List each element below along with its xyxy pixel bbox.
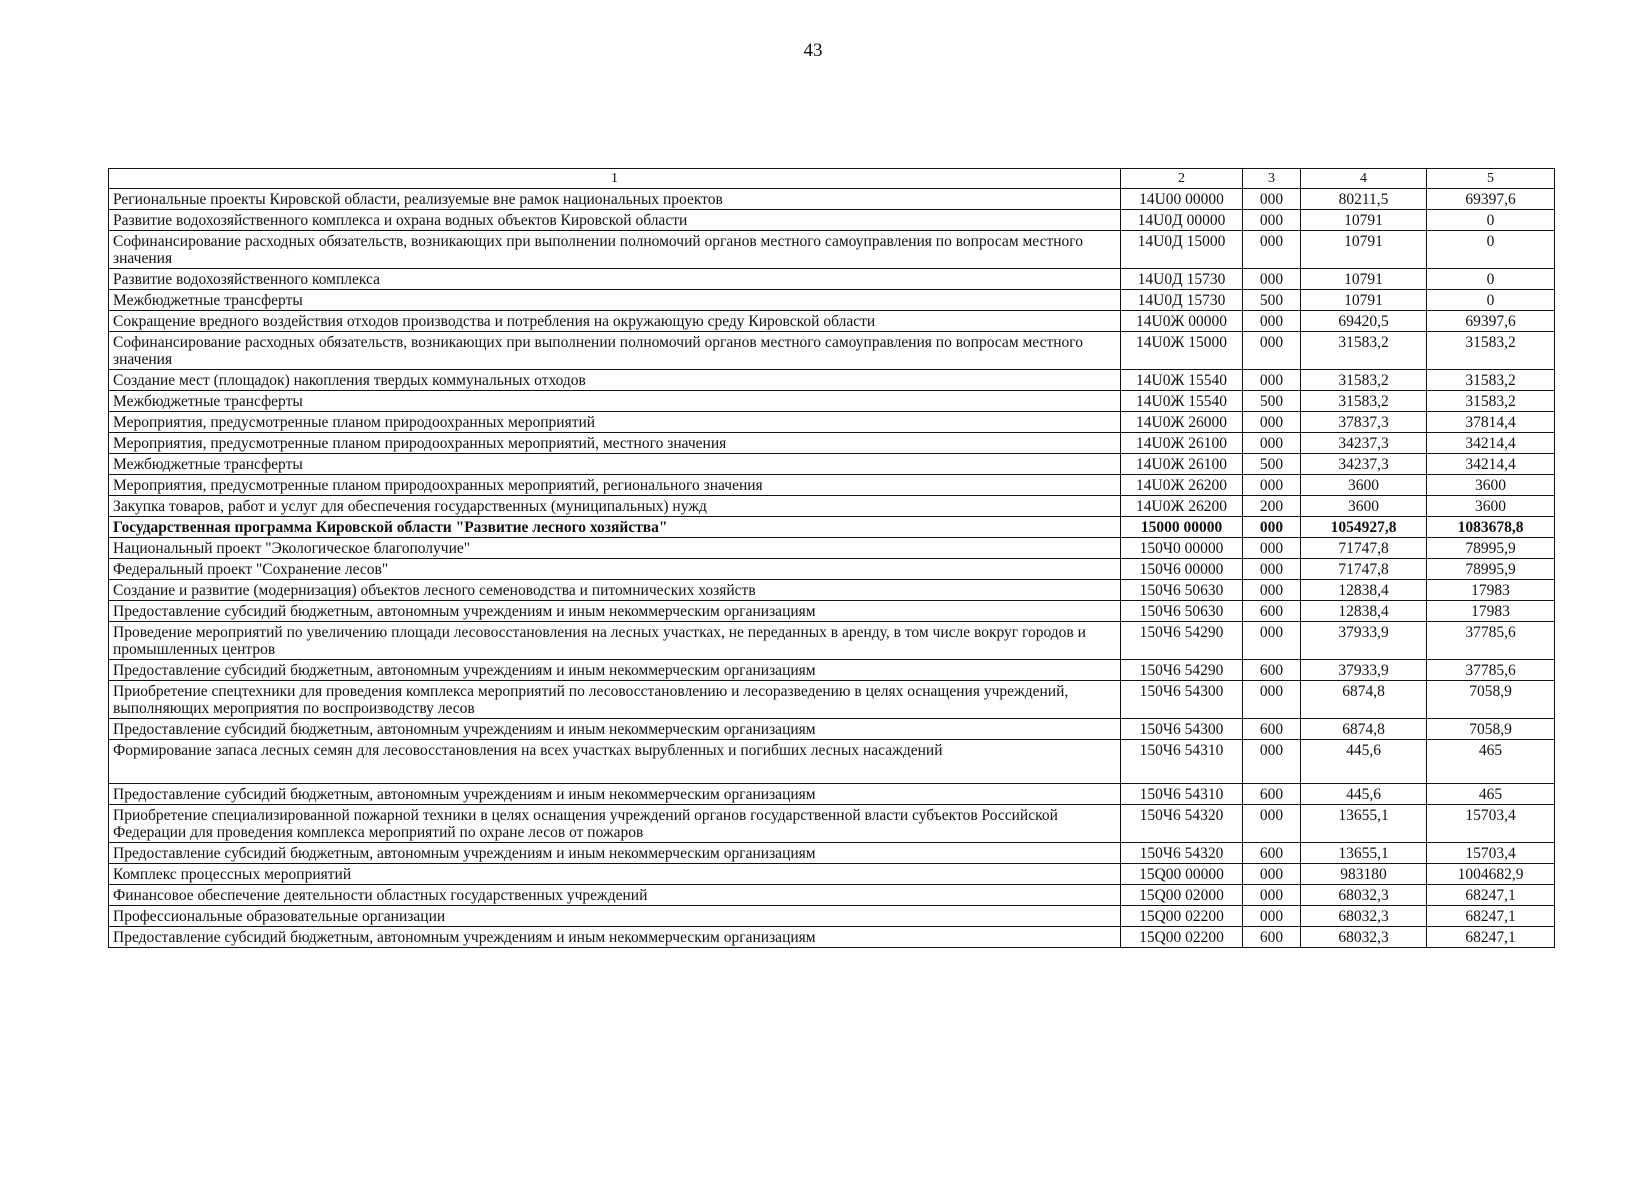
amount-col4-cell: 13655,1 (1301, 805, 1427, 843)
item-name-cell: Мероприятия, предусмотренные планом природоохранных мероприятий (109, 412, 1121, 433)
item-name-cell: Предоставление субсидий бюджетным, автономным учреждениям и иным некоммерческим организациям (109, 927, 1121, 948)
table-header-row (109, 169, 1555, 189)
table-row (109, 332, 1555, 370)
budget-code-cell: 150Ч6 54300 (1121, 719, 1243, 740)
table-row (109, 370, 1555, 391)
budget-code-cell: 150Ч6 50630 (1121, 580, 1243, 601)
table-row (109, 517, 1555, 538)
item-name-cell: Создание и развитие (модернизация) объектов лесного семеноводства и питомнических хозяйств (109, 580, 1121, 601)
amount-col5-cell: 34214,4 (1427, 433, 1555, 454)
amount-col4-cell: 983180 (1301, 864, 1427, 885)
budget-code-cell: 150Ч6 54290 (1121, 622, 1243, 660)
budget-code-cell: 150Ч6 54320 (1121, 843, 1243, 864)
amount-col5-cell: 31583,2 (1427, 391, 1555, 412)
table-row (109, 660, 1555, 681)
item-name-cell: Сокращение вредного воздействия отходов производства и потребления на окружающую среду Кировской области (109, 311, 1121, 332)
budget-code-cell: 150Ч6 54320 (1121, 805, 1243, 843)
expense-type-cell: 000 (1243, 412, 1301, 433)
table-row (109, 805, 1555, 843)
table-row (109, 681, 1555, 719)
item-name-cell: Формирование запаса лесных семян для лесовосстановления на всех участках вырубленных и погибших лесных насаждений (109, 740, 1121, 784)
budget-code-cell: 14U0Ж 26200 (1121, 496, 1243, 517)
expense-type-cell: 000 (1243, 370, 1301, 391)
table-row (109, 538, 1555, 559)
expense-type-cell: 000 (1243, 580, 1301, 601)
expense-type-cell: 000 (1243, 231, 1301, 269)
item-name-cell: Профессиональные образовательные организации (109, 906, 1121, 927)
amount-col4-cell: 34237,3 (1301, 433, 1427, 454)
amount-col5-cell: 465 (1427, 740, 1555, 784)
amount-col5-cell: 68247,1 (1427, 927, 1555, 948)
amount-col4-cell: 68032,3 (1301, 906, 1427, 927)
amount-col5-cell: 7058,9 (1427, 719, 1555, 740)
header-col-3: 3 (1243, 169, 1301, 189)
amount-col5-cell: 69397,6 (1427, 189, 1555, 210)
amount-col4-cell: 37933,9 (1301, 660, 1427, 681)
amount-col4-cell: 10791 (1301, 231, 1427, 269)
item-name-cell: Национальный проект "Экологическое благополучие" (109, 538, 1121, 559)
budget-code-cell: 15Q00 02200 (1121, 906, 1243, 927)
header-col-5: 5 (1427, 169, 1555, 189)
item-name-cell: Комплекс процессных мероприятий (109, 864, 1121, 885)
item-name-cell: Межбюджетные трансферты (109, 391, 1121, 412)
amount-col5-cell: 1083678,8 (1427, 517, 1555, 538)
amount-col5-cell: 15703,4 (1427, 805, 1555, 843)
expense-type-cell: 000 (1243, 189, 1301, 210)
table-row (109, 210, 1555, 231)
table-row (109, 927, 1555, 948)
budget-code-cell: 15000 00000 (1121, 517, 1243, 538)
expense-type-cell: 000 (1243, 681, 1301, 719)
budget-code-cell: 14U0Ж 00000 (1121, 311, 1243, 332)
amount-col5-cell: 31583,2 (1427, 332, 1555, 370)
amount-col4-cell: 12838,4 (1301, 601, 1427, 622)
table-row (109, 475, 1555, 496)
amount-col5-cell: 0 (1427, 290, 1555, 311)
table-row (109, 843, 1555, 864)
table-row (109, 269, 1555, 290)
budget-code-cell: 15Q00 02000 (1121, 885, 1243, 906)
amount-col4-cell: 31583,2 (1301, 391, 1427, 412)
amount-col5-cell: 37814,4 (1427, 412, 1555, 433)
table-row (109, 906, 1555, 927)
budget-code-cell: 14U0Ж 15540 (1121, 391, 1243, 412)
amount-col5-cell: 1004682,9 (1427, 864, 1555, 885)
header-col-4: 4 (1301, 169, 1427, 189)
table-row (109, 719, 1555, 740)
item-name-cell: Межбюджетные трансферты (109, 290, 1121, 311)
budget-code-cell: 14U0Ж 15540 (1121, 370, 1243, 391)
item-name-cell: Государственная программа Кировской области "Развитие лесного хозяйства" (109, 517, 1121, 538)
amount-col5-cell: 0 (1427, 210, 1555, 231)
item-name-cell: Развитие водохозяйственного комплекса и охрана водных объектов Кировской области (109, 210, 1121, 231)
table-row (109, 231, 1555, 269)
budget-code-cell: 14U0Ж 26200 (1121, 475, 1243, 496)
expense-type-cell: 600 (1243, 927, 1301, 948)
amount-col4-cell: 12838,4 (1301, 580, 1427, 601)
item-name-cell: Приобретение спецтехники для проведения комплекса мероприятий по лесовосстановлению и лесоразведению в целях оснащения учреждений, выполняющих мероприятия по воспроизводству лесов (109, 681, 1121, 719)
item-name-cell: Закупка товаров, работ и услуг для обеспечения государственных (муниципальных) нужд (109, 496, 1121, 517)
budget-code-cell: 14U0Ж 26100 (1121, 454, 1243, 475)
budget-code-cell: 150Ч6 54290 (1121, 660, 1243, 681)
expense-type-cell: 000 (1243, 538, 1301, 559)
table-row (109, 784, 1555, 805)
expense-type-cell: 500 (1243, 454, 1301, 475)
amount-col5-cell: 3600 (1427, 496, 1555, 517)
amount-col5-cell: 31583,2 (1427, 370, 1555, 391)
amount-col5-cell: 37785,6 (1427, 660, 1555, 681)
budget-code-cell: 14U0Д 15730 (1121, 269, 1243, 290)
table-row (109, 433, 1555, 454)
amount-col5-cell: 3600 (1427, 475, 1555, 496)
table-row (109, 885, 1555, 906)
budget-code-cell: 150Ч6 50630 (1121, 601, 1243, 622)
expense-type-cell: 600 (1243, 601, 1301, 622)
amount-col4-cell: 3600 (1301, 475, 1427, 496)
table-row (109, 391, 1555, 412)
amount-col5-cell: 0 (1427, 269, 1555, 290)
table-row (109, 496, 1555, 517)
amount-col4-cell: 31583,2 (1301, 370, 1427, 391)
amount-col5-cell: 465 (1427, 784, 1555, 805)
header-col-1: 1 (109, 169, 1121, 189)
amount-col4-cell: 71747,8 (1301, 538, 1427, 559)
expense-type-cell: 600 (1243, 660, 1301, 681)
item-name-cell: Федеральный проект "Сохранение лесов" (109, 559, 1121, 580)
expense-type-cell: 500 (1243, 391, 1301, 412)
amount-col5-cell: 68247,1 (1427, 885, 1555, 906)
expense-type-cell: 000 (1243, 517, 1301, 538)
amount-col4-cell: 80211,5 (1301, 189, 1427, 210)
budget-code-cell: 15Q00 00000 (1121, 864, 1243, 885)
table-row (109, 601, 1555, 622)
amount-col4-cell: 445,6 (1301, 740, 1427, 784)
table-row (109, 622, 1555, 660)
item-name-cell: Предоставление субсидий бюджетным, автономным учреждениям и иным некоммерческим организациям (109, 601, 1121, 622)
expense-type-cell: 000 (1243, 269, 1301, 290)
budget-code-cell: 14U0Ж 15000 (1121, 332, 1243, 370)
amount-col5-cell: 0 (1427, 231, 1555, 269)
budget-table (108, 168, 1555, 948)
table-row (109, 189, 1555, 210)
item-name-cell: Проведение мероприятий по увеличению площади лесовосстановления на лесных участках, не переданных в аренду, в том числе вокруг городов и промышленных центров (109, 622, 1121, 660)
budget-code-cell: 14U0Д 00000 (1121, 210, 1243, 231)
amount-col5-cell: 17983 (1427, 580, 1555, 601)
item-name-cell: Финансовое обеспечение деятельности областных государственных учреждений (109, 885, 1121, 906)
table-row (109, 454, 1555, 475)
budget-code-cell: 14U0Ж 26000 (1121, 412, 1243, 433)
amount-col4-cell: 10791 (1301, 290, 1427, 311)
amount-col4-cell: 37933,9 (1301, 622, 1427, 660)
amount-col4-cell: 37837,3 (1301, 412, 1427, 433)
amount-col4-cell: 13655,1 (1301, 843, 1427, 864)
amount-col5-cell: 17983 (1427, 601, 1555, 622)
amount-col5-cell: 69397,6 (1427, 311, 1555, 332)
amount-col4-cell: 445,6 (1301, 784, 1427, 805)
item-name-cell: Предоставление субсидий бюджетным, автономным учреждениям и иным некоммерческим организациям (109, 660, 1121, 681)
budget-code-cell: 14U0Ж 26100 (1121, 433, 1243, 454)
table-row (109, 740, 1555, 784)
item-name-cell: Предоставление субсидий бюджетным, автономным учреждениям и иным некоммерческим организациям (109, 784, 1121, 805)
table-row (109, 311, 1555, 332)
expense-type-cell: 000 (1243, 210, 1301, 231)
amount-col5-cell: 78995,9 (1427, 538, 1555, 559)
expense-type-cell: 000 (1243, 885, 1301, 906)
expense-type-cell: 600 (1243, 843, 1301, 864)
amount-col4-cell: 6874,8 (1301, 681, 1427, 719)
expense-type-cell: 000 (1243, 864, 1301, 885)
item-name-cell: Приобретение специализированной пожарной техники в целях оснащения учреждений органов государственной власти субъектов Российской Федерации для проведения комплекса мероприятий по охране лесов от пожаров (109, 805, 1121, 843)
budget-code-cell: 14U00 00000 (1121, 189, 1243, 210)
expense-type-cell: 600 (1243, 719, 1301, 740)
amount-col4-cell: 68032,3 (1301, 927, 1427, 948)
amount-col4-cell: 69420,5 (1301, 311, 1427, 332)
budget-code-cell: 150Ч6 54310 (1121, 740, 1243, 784)
amount-col5-cell: 15703,4 (1427, 843, 1555, 864)
expense-type-cell: 200 (1243, 496, 1301, 517)
expense-type-cell: 000 (1243, 311, 1301, 332)
amount-col4-cell: 71747,8 (1301, 559, 1427, 580)
amount-col4-cell: 68032,3 (1301, 885, 1427, 906)
table-row (109, 412, 1555, 433)
item-name-cell: Предоставление субсидий бюджетным, автономным учреждениям и иным некоммерческим организациям (109, 719, 1121, 740)
expense-type-cell: 600 (1243, 784, 1301, 805)
expense-type-cell: 000 (1243, 559, 1301, 580)
amount-col4-cell: 10791 (1301, 269, 1427, 290)
table-row (109, 290, 1555, 311)
amount-col4-cell: 10791 (1301, 210, 1427, 231)
amount-col5-cell: 78995,9 (1427, 559, 1555, 580)
amount-col5-cell: 7058,9 (1427, 681, 1555, 719)
expense-type-cell: 000 (1243, 433, 1301, 454)
expense-type-cell: 000 (1243, 622, 1301, 660)
amount-col5-cell: 68247,1 (1427, 906, 1555, 927)
item-name-cell: Создание мест (площадок) накопления твердых коммунальных отходов (109, 370, 1121, 391)
item-name-cell: Мероприятия, предусмотренные планом природоохранных мероприятий, регионального значения (109, 475, 1121, 496)
amount-col4-cell: 3600 (1301, 496, 1427, 517)
expense-type-cell: 000 (1243, 740, 1301, 784)
amount-col5-cell: 37785,6 (1427, 622, 1555, 660)
table-row (109, 580, 1555, 601)
item-name-cell: Софинансирование расходных обязательств, возникающих при выполнении полномочий органов местного самоуправления по вопросам местного значения (109, 231, 1121, 269)
expense-type-cell: 000 (1243, 805, 1301, 843)
budget-code-cell: 150Ч6 54300 (1121, 681, 1243, 719)
item-name-cell: Развитие водохозяйственного комплекса (109, 269, 1121, 290)
budget-code-cell: 14U0Д 15000 (1121, 231, 1243, 269)
budget-code-cell: 150Ч6 00000 (1121, 559, 1243, 580)
amount-col4-cell: 31583,2 (1301, 332, 1427, 370)
item-name-cell: Межбюджетные трансферты (109, 454, 1121, 475)
expense-type-cell: 000 (1243, 332, 1301, 370)
budget-code-cell: 150Ч0 00000 (1121, 538, 1243, 559)
page-number: 43 (803, 40, 823, 61)
expense-type-cell: 000 (1243, 906, 1301, 927)
amount-col4-cell: 6874,8 (1301, 719, 1427, 740)
expense-type-cell: 500 (1243, 290, 1301, 311)
amount-col4-cell: 1054927,8 (1301, 517, 1427, 538)
budget-code-cell: 150Ч6 54310 (1121, 784, 1243, 805)
item-name-cell: Софинансирование расходных обязательств, возникающих при выполнении полномочий органов местного самоуправления по вопросам местного значения (109, 332, 1121, 370)
budget-code-cell: 15Q00 02200 (1121, 927, 1243, 948)
item-name-cell: Региональные проекты Кировской области, реализуемые вне рамок национальных проектов (109, 189, 1121, 210)
table-row (109, 864, 1555, 885)
table-row (109, 559, 1555, 580)
item-name-cell: Предоставление субсидий бюджетным, автономным учреждениям и иным некоммерческим организациям (109, 843, 1121, 864)
amount-col4-cell: 34237,3 (1301, 454, 1427, 475)
item-name-cell: Мероприятия, предусмотренные планом природоохранных мероприятий, местного значения (109, 433, 1121, 454)
header-col-2: 2 (1121, 169, 1243, 189)
budget-code-cell: 14U0Д 15730 (1121, 290, 1243, 311)
expense-type-cell: 000 (1243, 475, 1301, 496)
amount-col5-cell: 34214,4 (1427, 454, 1555, 475)
